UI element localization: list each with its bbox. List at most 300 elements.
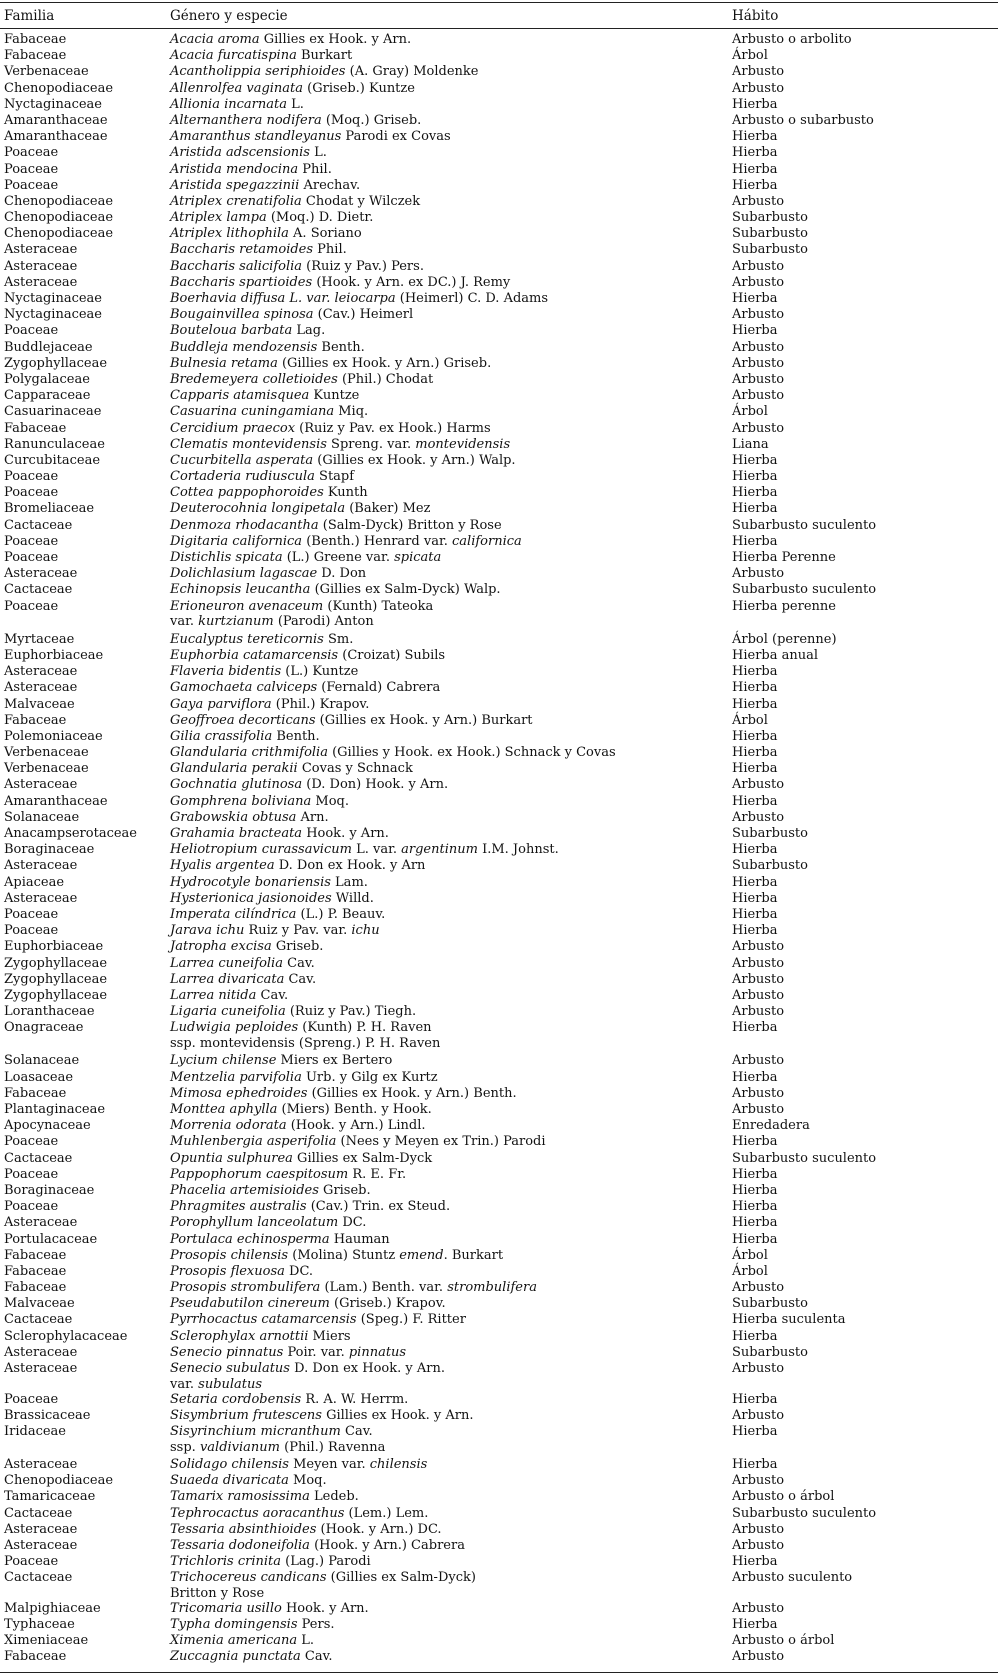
- especie-cell: [170, 501, 430, 517]
- especie-cell: [170, 145, 327, 161]
- header-familia: Familia: [4, 8, 55, 24]
- especie-cell: [170, 875, 368, 891]
- familia-cell: Polemoniaceae: [4, 728, 103, 744]
- habito-cell: Subarbusto suculento: [732, 1150, 877, 1166]
- especie-cell: [170, 1538, 465, 1554]
- species-name: Sisymbrium frutescens: [170, 1407, 322, 1423]
- table-row: [0, 307, 998, 323]
- table-row: [0, 1312, 998, 1328]
- table-row: [0, 1232, 998, 1248]
- species-authority: (Salm-Dyck) Britton y Rose: [318, 517, 502, 533]
- familia-cell: Iridaceae: [4, 1423, 66, 1439]
- familia-cell: Poaceae: [4, 469, 59, 485]
- species-authority: (Baker) Mez: [345, 501, 431, 517]
- table-row: [0, 858, 998, 874]
- familia-cell: Asteraceae: [4, 258, 78, 274]
- species-name: Bulnesia retama: [170, 355, 278, 371]
- species-name: Baccharis salicifolia: [170, 258, 303, 274]
- species-name: Tessaria dodoneifolia: [170, 1538, 310, 1553]
- familia-cell: Nyctaginaceae: [4, 96, 102, 112]
- especie-cell: [170, 1617, 335, 1633]
- header-genero-especie: Género y especie: [170, 8, 288, 24]
- familia-cell: Verbenaceae: [4, 761, 89, 777]
- familia-cell: Asteraceae: [4, 1215, 78, 1231]
- table-row: [0, 745, 998, 761]
- table-row: [0, 1506, 998, 1522]
- especie-cell: [170, 194, 420, 210]
- species-authority: Spreng. var.: [326, 436, 416, 452]
- especie-cell: [170, 582, 501, 598]
- habito-cell: Subarbusto: [732, 226, 808, 242]
- species-name: Ludwigia peploides: [170, 1020, 299, 1036]
- species-name: Porophyllum lanceolatum: [170, 1215, 339, 1231]
- habito-cell: Árbol (perenne): [732, 631, 837, 647]
- especie-cell: [170, 259, 424, 275]
- especie-cell: [170, 97, 304, 113]
- table-row: [0, 242, 998, 258]
- species-authority: Cav.: [282, 955, 315, 971]
- table-body: [0, 32, 998, 1666]
- species-authority: Meyen var.: [288, 1457, 370, 1473]
- species-name: Flaveria bidentis: [170, 664, 282, 680]
- familia-cell: Curcubitaceae: [4, 452, 101, 468]
- species-name: Bouteloua barbata: [170, 323, 293, 339]
- especie-cell: [170, 891, 374, 907]
- infraspecific-name: emend: [399, 1247, 444, 1263]
- especie-cell: [170, 1215, 366, 1231]
- familia-cell: Fabaceae: [4, 1263, 67, 1279]
- table-row: [0, 1215, 998, 1231]
- habito-cell: Hierba: [732, 1231, 778, 1247]
- habito-cell: Hierba: [732, 1182, 778, 1198]
- species-name: Atriplex crenatifolia: [170, 193, 302, 209]
- especie-cell: [170, 275, 510, 291]
- species-authority: Kunth: [323, 485, 368, 501]
- species-authority: L. var.: [351, 842, 402, 858]
- familia-cell: Chenopodiaceae: [4, 193, 114, 209]
- species-name: Trichocereus candicans: [170, 1570, 327, 1586]
- species-authority: Gillies ex Salm-Dyck: [292, 1150, 433, 1166]
- habito-cell: Arbusto: [732, 1407, 785, 1423]
- especie-cell: [170, 761, 413, 777]
- familia-cell: Asteraceae: [4, 858, 78, 874]
- familia-cell: Brassicaceae: [4, 1407, 91, 1423]
- species-name: Pseudabutilon cinereum: [170, 1296, 330, 1312]
- species-authority: (Molina) Stuntz: [288, 1247, 400, 1263]
- familia-cell: Zygophyllaceae: [4, 355, 108, 371]
- especie-cell: [170, 210, 373, 226]
- species-name: Sisyrinchium micranthum: [170, 1423, 341, 1439]
- familia-cell: Tamaricaceae: [4, 1489, 96, 1505]
- species-authority: (Hook. y Arn.) Lindl.: [286, 1118, 426, 1134]
- continuation-authority: (Phil.) Ravenna: [280, 1439, 386, 1455]
- continuation-text: ssp.: [170, 1439, 200, 1455]
- especie-cell: [170, 697, 369, 713]
- table-row: [0, 1296, 998, 1312]
- top-rule: [0, 2, 998, 3]
- familia-cell: Myrtaceae: [4, 631, 75, 647]
- habito-cell: Subarbusto suculento: [732, 517, 877, 533]
- habito-cell: Hierba: [732, 874, 778, 890]
- habito-cell: Arbusto: [732, 566, 785, 582]
- familia-cell: Poaceae: [4, 485, 59, 501]
- species-authority: Lag.: [292, 323, 326, 339]
- species-authority: Hook. y Arn.: [281, 1600, 369, 1616]
- species-name: Echinopsis leucantha: [170, 582, 311, 598]
- habito-cell: Arbusto: [732, 1053, 785, 1069]
- familia-cell: Verbenaceae: [4, 64, 89, 80]
- table-row: [0, 1345, 998, 1361]
- familia-cell: Fabaceae: [4, 48, 67, 64]
- habito-cell: Hierba: [732, 890, 778, 906]
- species-authority: R. E. Fr.: [348, 1166, 407, 1182]
- table-row: [0, 1601, 998, 1617]
- habito-cell: Hierba: [732, 323, 778, 339]
- species-authority: Moq.: [311, 793, 349, 809]
- habito-cell: Árbol: [732, 48, 768, 64]
- habito-cell: Arbusto: [732, 955, 785, 971]
- species-name: Lycium chilense: [170, 1053, 277, 1069]
- especie-cell: [170, 1232, 390, 1248]
- species-authority: Cav.: [300, 1649, 333, 1665]
- species-authority: DC.: [284, 1263, 314, 1279]
- species-name: Dolichlasium lagascae: [170, 566, 318, 582]
- species-authority: Lam.: [330, 874, 368, 890]
- familia-cell: Asteraceae: [4, 1538, 78, 1553]
- familia-cell: Poaceae: [4, 533, 59, 549]
- species-name: Ligaria cuneifolia: [170, 1004, 286, 1020]
- familia-cell: Asteraceae: [4, 680, 78, 696]
- species-name: Allionia incarnata: [170, 96, 287, 112]
- table-row: [0, 939, 998, 955]
- familia-cell: Solanaceae: [4, 809, 80, 825]
- species-name: Tricomaria usillo: [170, 1600, 282, 1616]
- species-authority: (Kunth) Tateoka: [323, 598, 434, 614]
- species-authority: Cav.: [340, 1423, 373, 1439]
- species-name: Opuntia sulphurea: [170, 1150, 293, 1166]
- species-name: Jarava ichu: [170, 923, 245, 939]
- habito-cell: Hierba: [732, 906, 778, 922]
- especie-cell: [170, 1134, 546, 1150]
- species-name: Prosopis chilensis: [170, 1247, 289, 1263]
- habito-cell: Hierba: [732, 1199, 778, 1215]
- especie-cell: [170, 794, 349, 810]
- habito-cell: Arbusto: [732, 64, 785, 80]
- species-authority: (D. Don) Hook. y Arn.: [302, 777, 449, 793]
- table-row: [0, 1102, 998, 1118]
- especie-cell: [170, 340, 365, 356]
- species-name: Clematis montevidensis: [170, 436, 327, 452]
- species-authority: (Moq.) Griseb.: [321, 112, 422, 128]
- species-name: Sclerophylax arnottii: [170, 1328, 309, 1344]
- especie-cell: [170, 1489, 359, 1505]
- species-authority: (L.) P. Beauv.: [296, 906, 386, 922]
- species-authority: (Griseb.) Kuntze: [303, 80, 415, 96]
- species-name: Hydrocotyle bonariensis: [170, 874, 331, 890]
- table-row: [0, 469, 998, 485]
- species-name: Acacia aroma: [170, 32, 260, 47]
- familia-cell: Chenopodiaceae: [4, 80, 114, 96]
- table-row: [0, 1329, 998, 1345]
- species-name: Solidago chilensis: [170, 1457, 289, 1473]
- species-name: Hyalis argentea: [170, 858, 275, 874]
- familia-cell: Cactaceae: [4, 582, 73, 598]
- table-row: [0, 1633, 998, 1649]
- species-name: Aristida mendocina: [170, 161, 299, 177]
- species-name: Buddleja mendozensis: [170, 339, 318, 355]
- familia-cell: Buddlejaceae: [4, 339, 93, 355]
- species-name: Cercidium praecox: [170, 420, 296, 436]
- table-row: [0, 1538, 998, 1554]
- especie-cell: [170, 421, 491, 437]
- species-authority: (Gillies y Hook. ex Hook.) Schnack y Covas: [327, 745, 616, 761]
- continuation-italic: valdivianum: [199, 1439, 280, 1455]
- table-row: [0, 1489, 998, 1505]
- species-name: Cucurbitella asperata: [170, 452, 314, 468]
- species-authority: (Cav.) Heimerl: [313, 307, 414, 323]
- familia-cell: Poaceae: [4, 161, 59, 177]
- table-row: [0, 1280, 998, 1296]
- infraspecific-authority: I.M. Johnst.: [477, 842, 559, 858]
- table-row: [0, 162, 998, 178]
- table-row: [0, 485, 998, 501]
- species-name: Mimosa ephedroides: [170, 1085, 308, 1101]
- table-row: [0, 956, 998, 972]
- infraspecific-name: chilensis: [369, 1457, 428, 1473]
- table-row: [0, 32, 998, 48]
- especie-cell: [170, 32, 411, 48]
- familia-cell: Poaceae: [4, 177, 59, 193]
- species-name: Amaranthus standleyanus: [170, 129, 342, 145]
- habito-cell: Hierba: [732, 533, 778, 549]
- table-row: [0, 648, 998, 664]
- table-row: [0, 421, 998, 437]
- habito-cell: Árbol: [732, 1263, 768, 1279]
- familia-cell: Malpighiaceae: [4, 1600, 101, 1616]
- especie-cell: [170, 162, 332, 178]
- habito-cell: Arbusto: [732, 1004, 785, 1020]
- table-row: [0, 1053, 998, 1069]
- especie-cell: [170, 1601, 369, 1617]
- especie-cell: [170, 1167, 406, 1183]
- table-row: [0, 1248, 998, 1264]
- species-name: Tamarix ramosissima: [170, 1489, 310, 1505]
- especie-cell: [170, 226, 362, 242]
- species-authority: Miers ex Bertero: [276, 1053, 393, 1069]
- species-name: Zuccagnia punctata: [170, 1649, 301, 1665]
- habito-cell: Arbusto: [732, 1102, 785, 1117]
- table-header: [0, 7, 998, 25]
- species-authority: Stapf: [314, 469, 355, 485]
- habito-cell: Hierba: [732, 1617, 778, 1633]
- especie-cell: [170, 1102, 432, 1118]
- familia-cell: Polygalaceae: [4, 371, 90, 387]
- species-authority: Benth.: [317, 339, 365, 355]
- table-row: [0, 453, 998, 469]
- table-row: [0, 1118, 998, 1134]
- especie-cell: [170, 939, 323, 955]
- habito-cell: Hierba: [732, 485, 778, 501]
- familia-cell: Nyctaginaceae: [4, 307, 102, 323]
- table-row: [0, 1086, 998, 1102]
- habito-cell: Hierba: [732, 1020, 778, 1036]
- especie-cell: [170, 1506, 428, 1522]
- table-row: [0, 48, 998, 64]
- table-row: [0, 1649, 998, 1665]
- habito-cell: Hierba anual: [732, 647, 819, 663]
- species-authority: (Ruiz y Pav. ex Hook.) Harms: [295, 420, 491, 436]
- species-authority: Moq.: [288, 1473, 327, 1489]
- especie-cell: [170, 1329, 351, 1345]
- habito-cell: Hierba: [732, 452, 778, 468]
- especie-cell: [170, 810, 329, 826]
- species-authority: (Ruiz y Pav.) Pers.: [302, 258, 424, 274]
- familia-cell: Cactaceae: [4, 517, 73, 533]
- habito-cell: Hierba: [732, 728, 778, 744]
- habito-cell: Subarbusto: [732, 1296, 808, 1312]
- species-authority: Pers.: [297, 1617, 335, 1633]
- habito-cell: Enredadera: [732, 1118, 810, 1134]
- table-row: [0, 534, 998, 550]
- species-name: Ximenia americana: [170, 1633, 298, 1649]
- species-authority: (Hook. y Arn. ex DC.) J. Remy: [312, 274, 511, 290]
- habito-cell: Arbusto: [732, 809, 785, 825]
- species-name: Baccharis retamoides: [170, 242, 314, 258]
- habito-cell: Arbusto: [732, 777, 785, 793]
- species-name: Morrenia odorata: [170, 1118, 287, 1134]
- species-authority: (Cav.) Trin. ex Steud.: [306, 1199, 451, 1215]
- especie-cell: [170, 1473, 327, 1489]
- continuation-text: var.: [170, 1376, 199, 1392]
- familia-cell: Poaceae: [4, 1199, 59, 1215]
- habito-cell: Hierba: [732, 177, 778, 193]
- table-row: [0, 388, 998, 404]
- species-authority: (L.) Greene var.: [282, 550, 395, 565]
- habito-cell: Arbusto: [732, 388, 785, 404]
- habito-cell: Árbol: [732, 1247, 768, 1263]
- familia-cell: Fabaceae: [4, 1085, 67, 1101]
- especie-cell: [170, 923, 380, 939]
- habito-cell: Subarbusto suculento: [732, 582, 877, 598]
- habito-cell: Árbol: [732, 712, 768, 728]
- especie-cell: [170, 1070, 438, 1086]
- familia-cell: Malvaceae: [4, 1296, 75, 1312]
- species-authority: (Lag.) Parodi: [281, 1554, 371, 1570]
- habito-cell: Hierba: [732, 793, 778, 809]
- table-row: [0, 501, 998, 517]
- species-name: Aristida adscensionis: [170, 145, 310, 161]
- familia-cell: Boraginaceae: [4, 842, 95, 858]
- species-name: Atriplex lampa: [170, 210, 267, 226]
- species-name: Aristida spegazzinii: [170, 177, 300, 193]
- species-name: Larrea nitida: [170, 987, 257, 1003]
- familia-cell: Fabaceae: [4, 420, 67, 436]
- especie-cell: [170, 1020, 440, 1052]
- table-row: [0, 291, 998, 307]
- familia-cell: Apocynaceae: [4, 1118, 91, 1134]
- habito-cell: Arbusto o arbolito: [732, 32, 852, 47]
- familia-cell: Poaceae: [4, 598, 59, 614]
- species-name: Senecio subulatus: [170, 1361, 290, 1376]
- familia-cell: Asteraceae: [4, 1521, 78, 1537]
- especie-cell: [170, 388, 359, 404]
- especie-cell: [170, 1570, 476, 1602]
- species-authority: Parodi ex Covas: [341, 129, 451, 145]
- habito-cell: Hierba perenne: [732, 598, 836, 614]
- species-authority: L.: [297, 1633, 315, 1649]
- familia-cell: Loranthaceae: [4, 1004, 95, 1020]
- species-name: Phacelia artemisioides: [170, 1182, 319, 1198]
- table-row: [0, 404, 998, 420]
- species-name: Acacia furcatispina: [170, 48, 297, 64]
- habito-cell: Hierba: [732, 842, 778, 858]
- species-name: Euphorbia catamarcensis: [170, 647, 339, 663]
- table-row: [0, 875, 998, 891]
- species-authority: Chodat y Wilczek: [301, 193, 421, 209]
- habito-cell: Arbusto: [732, 1280, 785, 1296]
- familia-cell: Euphorbiaceae: [4, 939, 104, 955]
- especie-cell: [170, 729, 320, 745]
- familia-cell: Poaceae: [4, 923, 59, 939]
- habito-cell: Arbusto: [732, 987, 785, 1003]
- species-authority: Griseb.: [271, 939, 324, 955]
- species-authority: (Gillies ex Hook. y Arn.) Burkart: [315, 712, 533, 728]
- species-authority: Cav.: [256, 987, 289, 1003]
- especie-cell: [170, 1424, 385, 1456]
- species-authority: (Lem.) Lem.: [344, 1505, 429, 1521]
- species-name: Gomphrena boliviana: [170, 793, 312, 809]
- especie-cell: [170, 664, 358, 680]
- habito-cell: Hierba: [732, 469, 778, 485]
- especie-cell: [170, 1118, 426, 1134]
- familia-cell: Casuarinaceae: [4, 404, 102, 420]
- species-authority: R. A. W. Herrm.: [301, 1391, 409, 1407]
- species-authority: Willd.: [331, 890, 374, 906]
- habito-cell: Hierba: [732, 1391, 778, 1407]
- habito-cell: Arbusto: [732, 1649, 785, 1665]
- familia-cell: Chenopodiaceae: [4, 1473, 114, 1489]
- species-name: Gamochaeta calviceps: [170, 680, 318, 696]
- table-row: [0, 1570, 998, 1601]
- species-name: Boerhavia diffusa L. var. leiocarpa: [170, 291, 396, 306]
- infraspecific-name: strombulifera: [447, 1280, 537, 1296]
- species-authority: Ruiz y Pav. var.: [244, 923, 352, 939]
- especie-cell: [170, 842, 559, 858]
- species-authority: D. Don ex Hook. y Arn.: [289, 1361, 445, 1376]
- familia-cell: Asteraceae: [4, 890, 78, 906]
- especie-cell: [170, 858, 425, 874]
- table-row: [0, 1134, 998, 1150]
- especie-cell: [170, 534, 522, 550]
- especie-cell: [170, 1280, 537, 1296]
- species-name: Hysterionica jasionoides: [170, 890, 332, 906]
- species-authority: Miq.: [334, 404, 369, 420]
- table-row: [0, 680, 998, 696]
- species-name: Gochnatia glutinosa: [170, 777, 303, 793]
- table-row: [0, 907, 998, 923]
- species-authority: Burkart: [296, 48, 353, 64]
- familia-cell: Apiaceae: [4, 874, 65, 890]
- table-row: [0, 1070, 998, 1086]
- species-authority: Ledeb.: [309, 1489, 359, 1505]
- familia-cell: Euphorbiaceae: [4, 647, 104, 663]
- familia-cell: Asteraceae: [4, 1457, 78, 1473]
- table-row: [0, 81, 998, 97]
- especie-cell: [170, 1345, 406, 1361]
- familia-cell: Portulacaceae: [4, 1231, 98, 1247]
- familia-cell: Poaceae: [4, 1391, 59, 1407]
- table-row: [0, 194, 998, 210]
